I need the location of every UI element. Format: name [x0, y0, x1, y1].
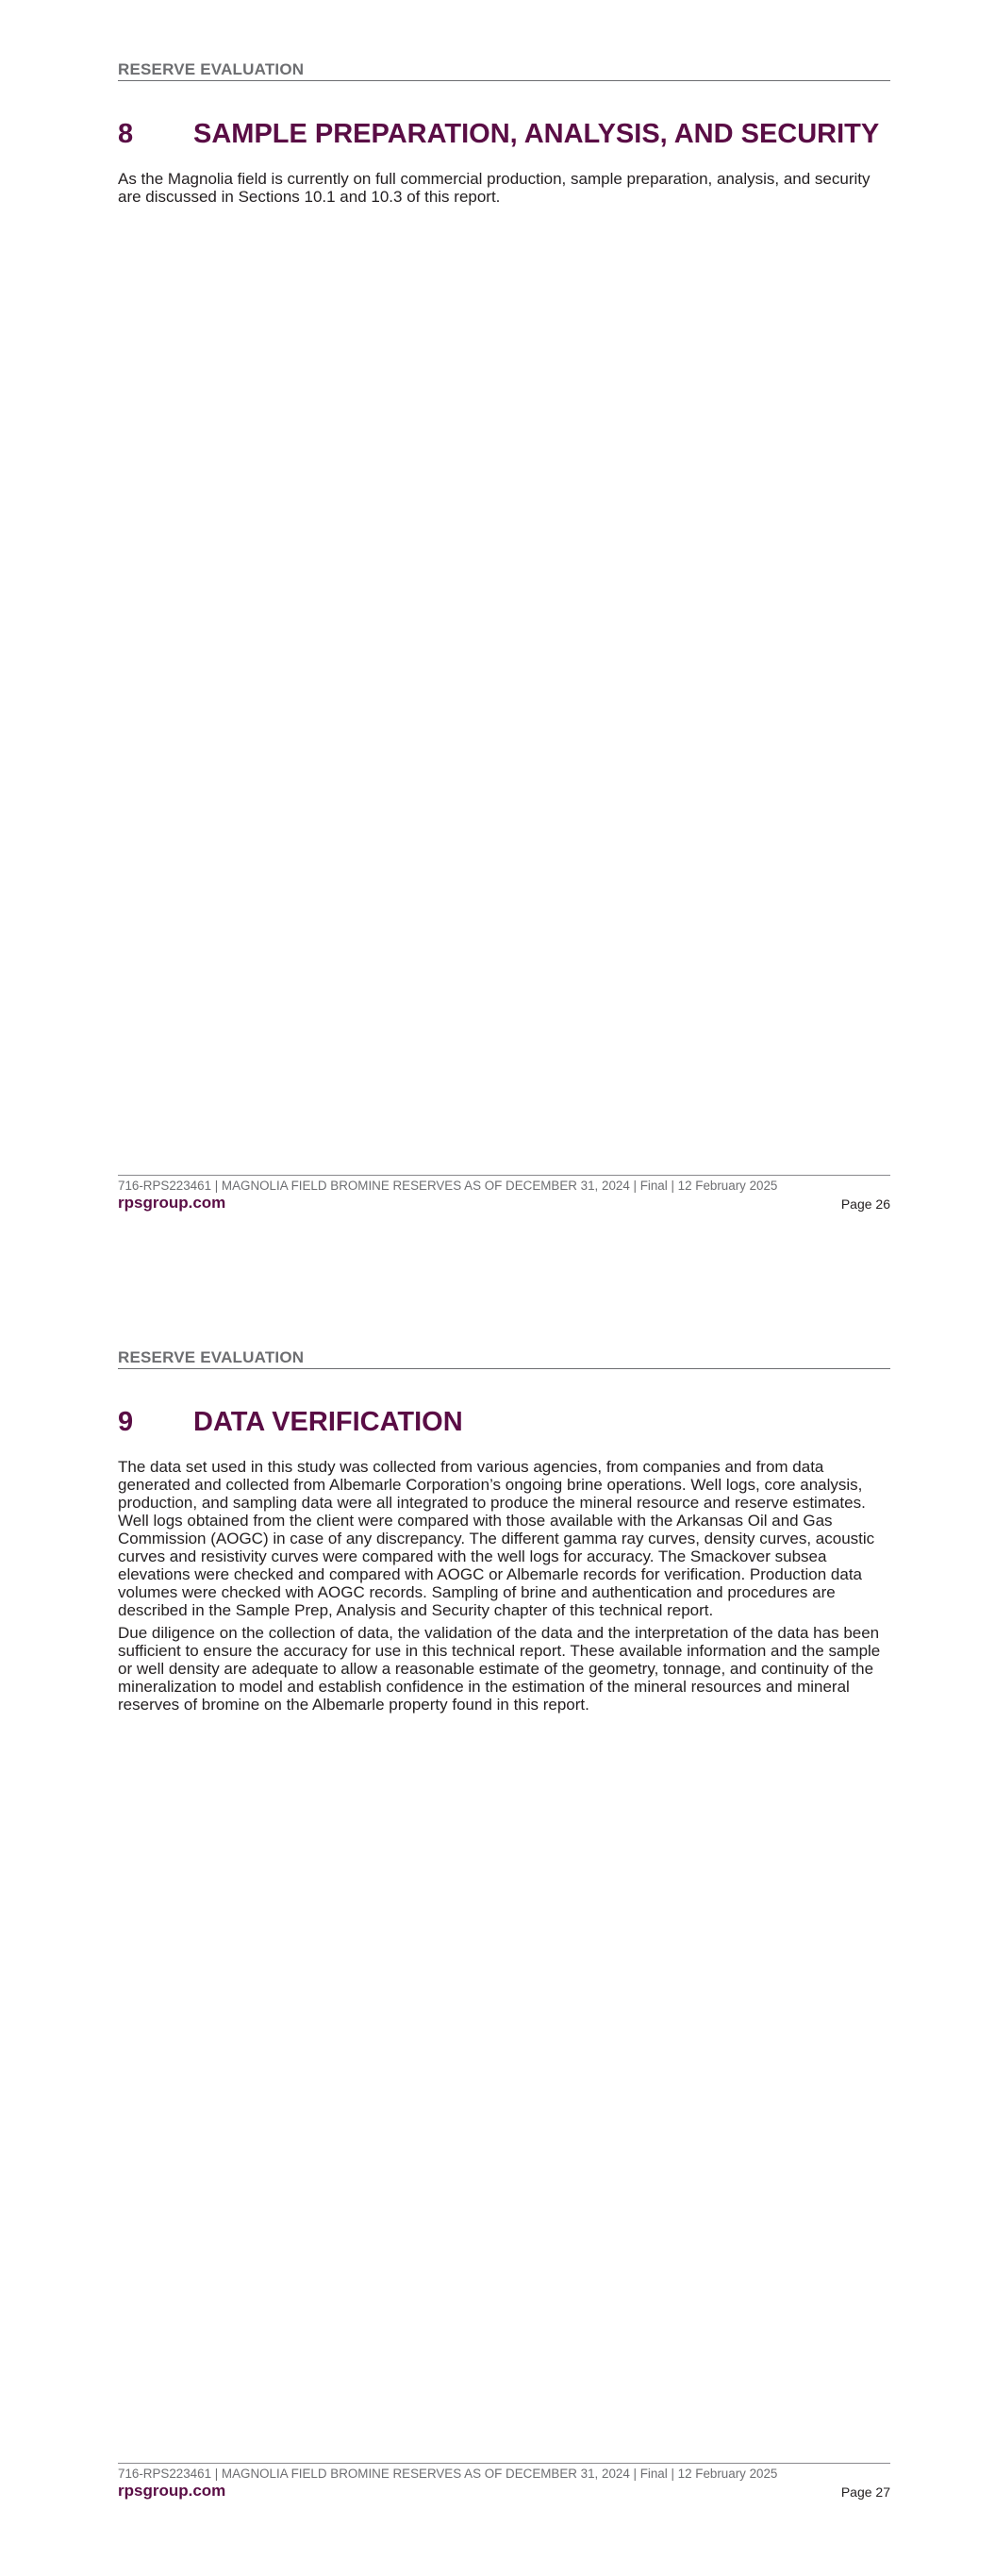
section-heading [118, 1407, 890, 1438]
section-title: DATA VERIFICATION [193, 1407, 463, 1437]
footer-document-line: 716-RPS223461 | MAGNOLIA FIELD BROMINE RESERVES AS OF DECEMBER 31, 2024 | Final | 12 February 2025 [118, 2467, 778, 2481]
body-text [118, 1458, 890, 1718]
running-header-text: RESERVE EVALUATION [118, 1348, 305, 1366]
paragraph: Due diligence on the collection of data, the validation of the data and the interpretation of the data has been sufficient to ensure the accuracy for use in this technical report. These available information and the sample or well density are adequate to allow a reasonable estimate of the geometry, tonnage, and continuity of the mineralization to model and establish confidence in the estimation of the mineral resources and mineral reserves of bromine on the Albemarle property found in this report. [118, 1624, 881, 1714]
paragraph: The data set used in this study was collected from various agencies, from companies and from data generated and collected from Albemarle Corporation’s ongoing brine operations. Well logs, core analysis, production, and sampling data were all integrated to produce the mineral resource and reserve estimates. Well logs obtained from the client were compared with those available with the Arkansas Oil and Gas Commission (AOGC) in case of any discrepancy. The different gamma ray curves, density curves, acoustic curves and resistivity curves were compared with the well logs for accuracy. The Smackover subsea elevations were checked and compared with AOGC or Albemarle records for verification. Production data volumes were checked with AOGC records. Sampling of brine and authentication and procedures are described in the Sample Prep, Analysis and Security chapter of this technical report. [118, 1458, 875, 1619]
running-header-text: RESERVE EVALUATION [118, 60, 305, 78]
body-text [118, 170, 890, 210]
footer-document-line: 716-RPS223461 | MAGNOLIA FIELD BROMINE RESERVES AS OF DECEMBER 31, 2024 | Final | 12 February 2025 [118, 1179, 778, 1193]
section-title: SAMPLE PREPARATION, ANALYSIS, AND SECURITY [193, 119, 880, 149]
page-footer [118, 2463, 890, 2501]
footer-website-link[interactable]: rpsgroup.com [118, 1194, 226, 1212]
running-header [118, 60, 890, 81]
section-number: 9 [118, 1407, 134, 1437]
running-header [118, 1348, 890, 1369]
footer-page-number: Page 26 [840, 1196, 890, 1212]
page-footer [118, 1175, 890, 1213]
section-number: 8 [118, 119, 134, 149]
document-page-27 [0, 1288, 995, 2576]
section-heading [118, 119, 890, 150]
paragraph: As the Magnolia field is currently on full commercial production, sample preparation, analysis, and security are discussed in Sections 10.1 and 10.3 of this report. [118, 170, 871, 206]
footer-page-number: Page 27 [840, 2484, 890, 2500]
footer-website-link[interactable]: rpsgroup.com [118, 2482, 226, 2500]
